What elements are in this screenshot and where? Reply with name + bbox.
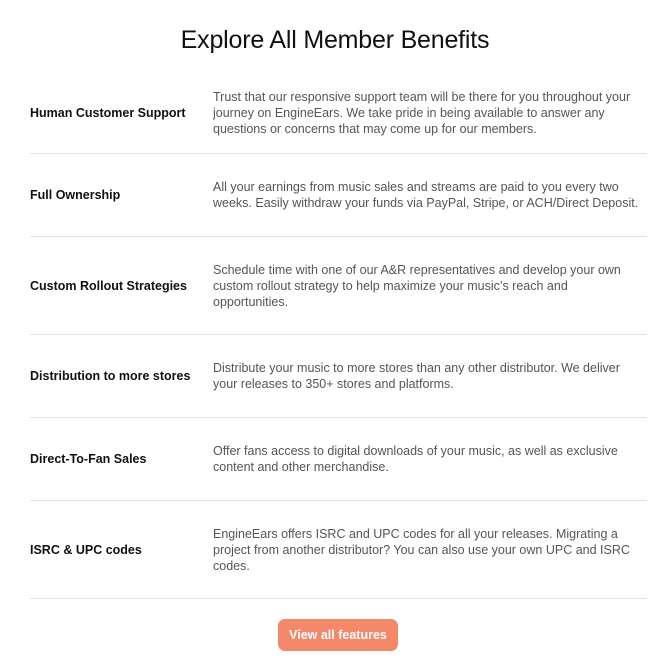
view-all-features-button[interactable]: View all features [278, 619, 398, 651]
benefits-list [30, 72, 647, 599]
benefit-name: Human Customer Support [30, 105, 186, 120]
benefit-row-direct-to-fan-sales [30, 418, 647, 501]
benefit-description: Distribute your music to more stores than any other distributor. We deliver your releases to 350+ stores and platforms. [213, 361, 620, 391]
benefit-description: EngineEars offers ISRC and UPC codes for all your releases. Migrating a project from another distributor? You can also use your own UPC and ISRC codes. [213, 526, 630, 573]
benefit-name: Full Ownership [30, 188, 121, 202]
benefit-name: Distribution to more stores [30, 369, 191, 383]
benefit-name: Direct-To-Fan Sales [30, 452, 147, 466]
benefit-row-isrc-upc-codes [30, 501, 647, 599]
benefit-description: Trust that our responsive support team will be there for you throughout your journey on EngineEars. We take pride in being available to answer any questions or concerns that may come up for our members. [213, 89, 631, 136]
benefit-description: Offer fans access to digital downloads of your music, as well as exclusive content and other merchandise. [213, 444, 618, 474]
benefit-name: Custom Rollout Strategies [30, 278, 187, 293]
benefit-row-human-customer-support [30, 72, 647, 154]
benefit-name: ISRC & UPC codes [30, 542, 142, 557]
page-title: Explore All Member Benefits [180, 26, 490, 54]
benefit-row-distribution-to-more-stores [30, 335, 647, 418]
benefit-row-full-ownership [30, 154, 647, 237]
benefit-row-custom-rollout-strategies [30, 237, 647, 335]
benefit-description: Schedule time with one of our A&R representatives and develop your own custom rollout strategy to help maximize your music’s reach and opportunities. [213, 262, 621, 309]
benefit-description: All your earnings from music sales and streams are paid to you every two weeks. Easily withdraw your funds via PayPal, Stripe, or ACH/Direct Deposit. [213, 180, 639, 210]
